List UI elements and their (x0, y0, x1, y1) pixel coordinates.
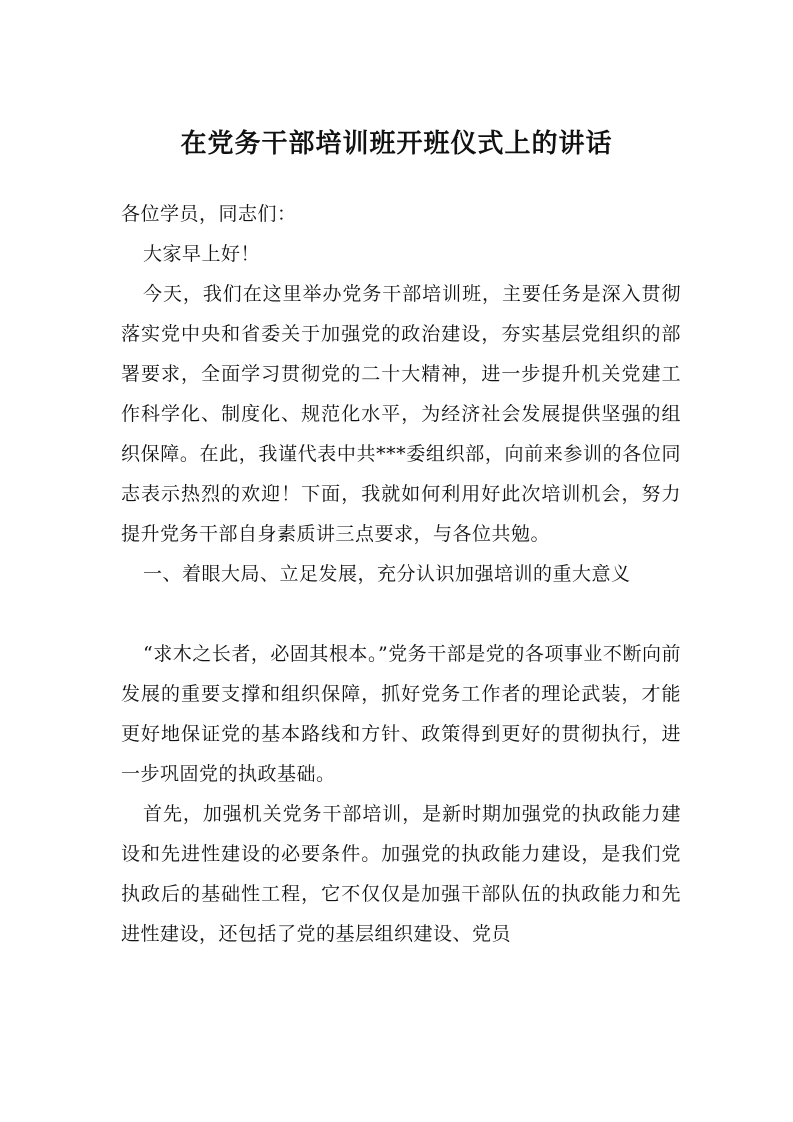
document-body (121, 194, 681, 954)
paragraph-intro: 今天，我们在这里举办党务干部培训班，主要任务是深入贯彻落实党中央和省委关于加强党的政治建设，夯实基层党组织的部署要求，全面学习贯彻党的二十大精神，进一步提升机关党建工作科学化、制度化、规范化水平，为经济社会发展提供坚强的组织保障。在此，我谨代表中共***委组织部，向前来参训的各位同志表示热烈的欢迎！下面，我就如何利用好此次培训机会，努力提升党务干部自身素质讲三点要求，与各位共勉。 (121, 283, 681, 545)
greeting: 大家早上好！ (143, 243, 261, 265)
salutation: 各位学员，同志们： (121, 203, 297, 225)
section-heading-1: 一、着眼大局、立足发展，充分认识加强培训的重大意义 (143, 563, 631, 585)
paragraph-first-point: 首先，加强机关党务干部培训，是新时期加强党的执政能力建设和先进性建设的必要条件。加强党的执政能力建设，是我们党执政后的基础性工程，它不仅仅是加强干部队伍的执政能力和先进性建设，还包括了党的基层组织建设、党员 (121, 803, 681, 945)
blank-line (121, 594, 681, 634)
document-title: 在党务干部培训班开班仪式上的讲话 (180, 129, 613, 159)
paragraph-quote: “求木之长者，必固其根本。”党务干部是党的各项事业不断向前发展的重要支撑和组织保障，抓好党务工作者的理论武装，才能更好地保证党的基本路线和方针、政策得到更好的贯彻执行，进一步巩固党的执政基础。 (121, 643, 681, 785)
